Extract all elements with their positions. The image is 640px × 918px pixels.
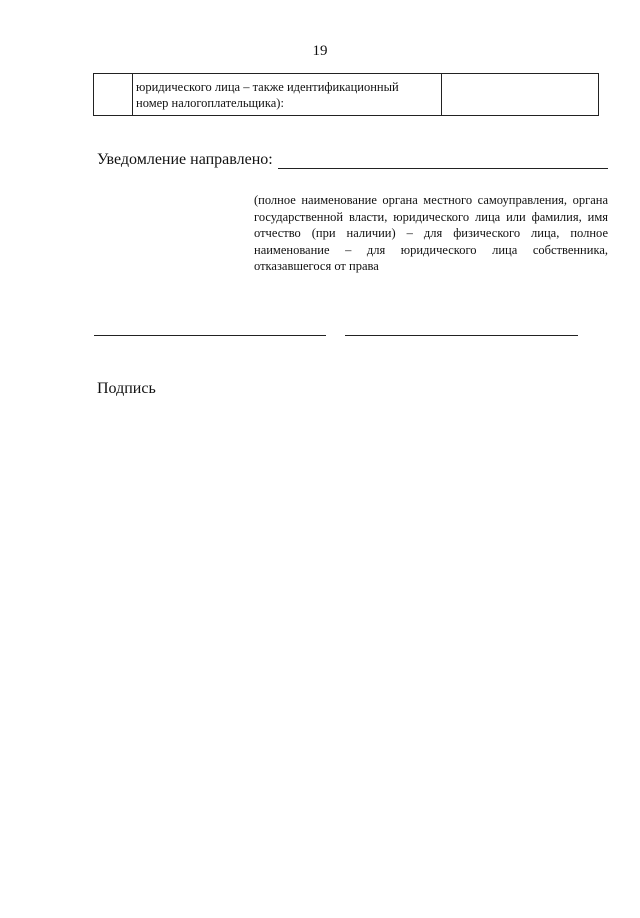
notice-label: Уведомление направлено: [97,151,273,168]
signature-label: Подпись [97,380,156,397]
hint-line: наименование – для юридического лица собственника, [254,242,608,257]
table-row-text-cell [133,74,442,115]
table-row-text-line1: юридического лица – также идентификационный [136,80,399,94]
signature-line-left[interactable] [94,335,326,336]
hint-line: государственной власти, юридического лица или фамилия, имя [254,209,608,224]
table-row-text-line2: номер налогоплательщика): [136,96,284,110]
info-table [93,73,599,116]
table-row-number-cell [94,74,133,115]
table-row-value-cell[interactable] [442,74,598,115]
hint-line: отказавшегося от права [254,259,379,273]
page-number: 19 [312,43,328,59]
recipient-hint [254,192,608,275]
notice-recipient-field[interactable] [278,152,608,169]
signature-line-right[interactable] [345,335,578,336]
hint-line: отчество (при наличии) – для физического лица, полное [254,226,608,240]
hint-line: (полное наименование органа местного самоуправления, органа [254,193,608,207]
notice-sent-to [97,151,608,169]
